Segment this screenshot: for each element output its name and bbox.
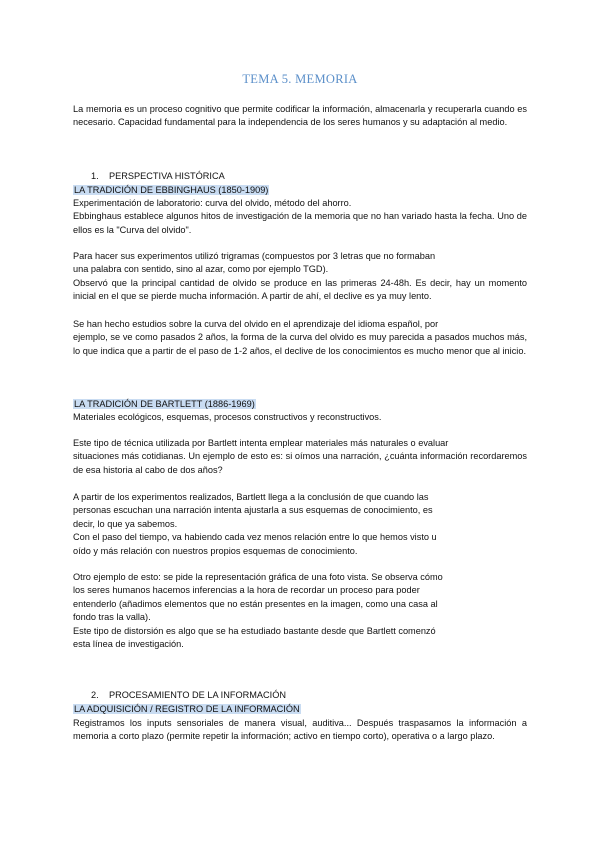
bartlett-p2-line1: Este tipo de técnica utilizada por Bartlett intenta emplear materiales más naturales o evaluar [73, 438, 449, 448]
bartlett-p4-line3: entenderlo (añadimos elementos que no están presentes en la imagen, como una casa al [73, 598, 438, 609]
ebbinghaus-subheading-text: LA TRADICIÓN DE EBBINGHAUS (1850-1909) [74, 185, 269, 195]
ebbinghaus-p2-line1: Para hacer sus experimentos utilizó trigramas (compuestos por 3 letras que no formaban [73, 251, 436, 261]
bartlett-p4-line1: Otro ejemplo de esto: se pide la representación gráfica de una foto vista. Se observa cómo [73, 572, 443, 582]
bartlett-p3-line2: personas escuchan una narración intenta ajustarla a sus esquemas de conocimiento, es [73, 505, 433, 516]
bartlett-p4-line6: esta línea de investigación. [73, 639, 184, 650]
section-2-heading [91, 689, 286, 702]
bartlett-subheading [73, 398, 256, 411]
ebbinghaus-p2-rest: Observó que la principal cantidad de olvido se produce en las primeras 24-48h. Es decir, hay un momento inicial en el que se pierde mucha información. A partir de ahí, el declive es ya muy lento. [73, 277, 527, 302]
ebbinghaus-p3-rest: ejemplo, se ve como pasados 2 años, la forma de la curva del olvido es muy parecida a pasados muchos más, lo que indica que a partir de el paso de 1-2 años, el declive de los conocimientos es mucho menor que al inicio. [73, 332, 527, 356]
ebbinghaus-paragraph-3 [73, 318, 527, 358]
bartlett-p3-line4: Con el paso del tiempo, va habiendo cada vez menos relación entre lo que hemos visto u [73, 532, 437, 543]
section-2-number: 2. [91, 690, 99, 700]
bartlett-p3-line5: oído y más relación con nuestros propios esquemas de conocimiento. [73, 545, 358, 556]
bartlett-paragraph-4 [73, 571, 527, 651]
ebbinghaus-p2-line2: una palabra con sentido, sino al azar, como por ejemplo TGD). [73, 264, 329, 275]
bartlett-paragraph-1 [73, 411, 527, 424]
bartlett-p4-line4: fondo tras la valla). [73, 612, 151, 623]
intro-text: La memoria es un proceso cognitivo que permite codificar la información, almacenarla y recuperarla cuando es necesario. Capacidad fundamental para la independencia de los seres humanos y su adaptación al medio. [73, 104, 527, 128]
bartlett-p3-line3: decir, lo que ya sabemos. [73, 518, 178, 529]
ebbinghaus-paragraph-2 [73, 250, 527, 304]
section-2-title: PROCESAMIENTO DE LA INFORMACIÓN [109, 690, 286, 700]
intro-paragraph [73, 103, 527, 130]
bartlett-p4-line5: Este tipo de distorsión es algo que se ha estudiado bastante desde que Bartlett comenzó [73, 625, 436, 636]
bartlett-p2-rest: situaciones más cotidianas. Un ejemplo de esto es: si oímos una narración, ¿cuánta información recordaremos de esa historia al cabo de dos años? [73, 451, 527, 475]
adquisicion-subheading-text: LA ADQUISICIÓN / REGISTRO DE LA INFORMACIÓN [74, 704, 300, 714]
section-1-title: PERSPECTIVA HISTÓRICA [109, 171, 225, 181]
bartlett-subheading-text: LA TRADICIÓN DE BARTLETT (1886-1969) [74, 399, 255, 409]
bartlett-paragraph-2 [73, 437, 527, 477]
ebbinghaus-p3-line1: Se han hecho estudios sobre la curva del olvido en el aprendizaje del idioma español, por [73, 319, 439, 329]
adquisicion-paragraph-1 [73, 717, 527, 744]
bartlett-p1: Materiales ecológicos, esquemas, procesos constructivos y reconstructivos. [73, 412, 382, 422]
ebbinghaus-p1-rest: Ebbinghaus establece algunos hitos de investigación de la memoria que no han variado hasta la fecha. Uno de ellos es la "Curva del olvido". [73, 211, 527, 235]
ebbinghaus-paragraph-1 [73, 197, 527, 237]
ebbinghaus-subheading [73, 184, 269, 197]
document-title: TEMA 5. MEMORIA [242, 72, 358, 86]
adquisicion-p1: Registramos los inputs sensoriales de manera visual, auditiva... Después traspasamos la información a memoria a corto plazo (permite repetir la información; activo en tiempo corto), operativa o a largo plazo. [73, 718, 527, 742]
ebbinghaus-p1-line1: Experimentación de laboratorio: curva del olvido, método del ahorro. [73, 198, 352, 208]
bartlett-p3-line1: A partir de los experimentos realizados, Bartlett llega a la conclusión de que cuando las [73, 492, 429, 502]
adquisicion-subheading [73, 703, 301, 716]
bartlett-paragraph-3 [73, 491, 527, 558]
section-1-heading [91, 170, 225, 183]
section-1-number: 1. [91, 171, 99, 181]
bartlett-p4-line2: los seres humanos hacemos inferencias a la hora de recordar un proceso para poder [73, 585, 420, 596]
